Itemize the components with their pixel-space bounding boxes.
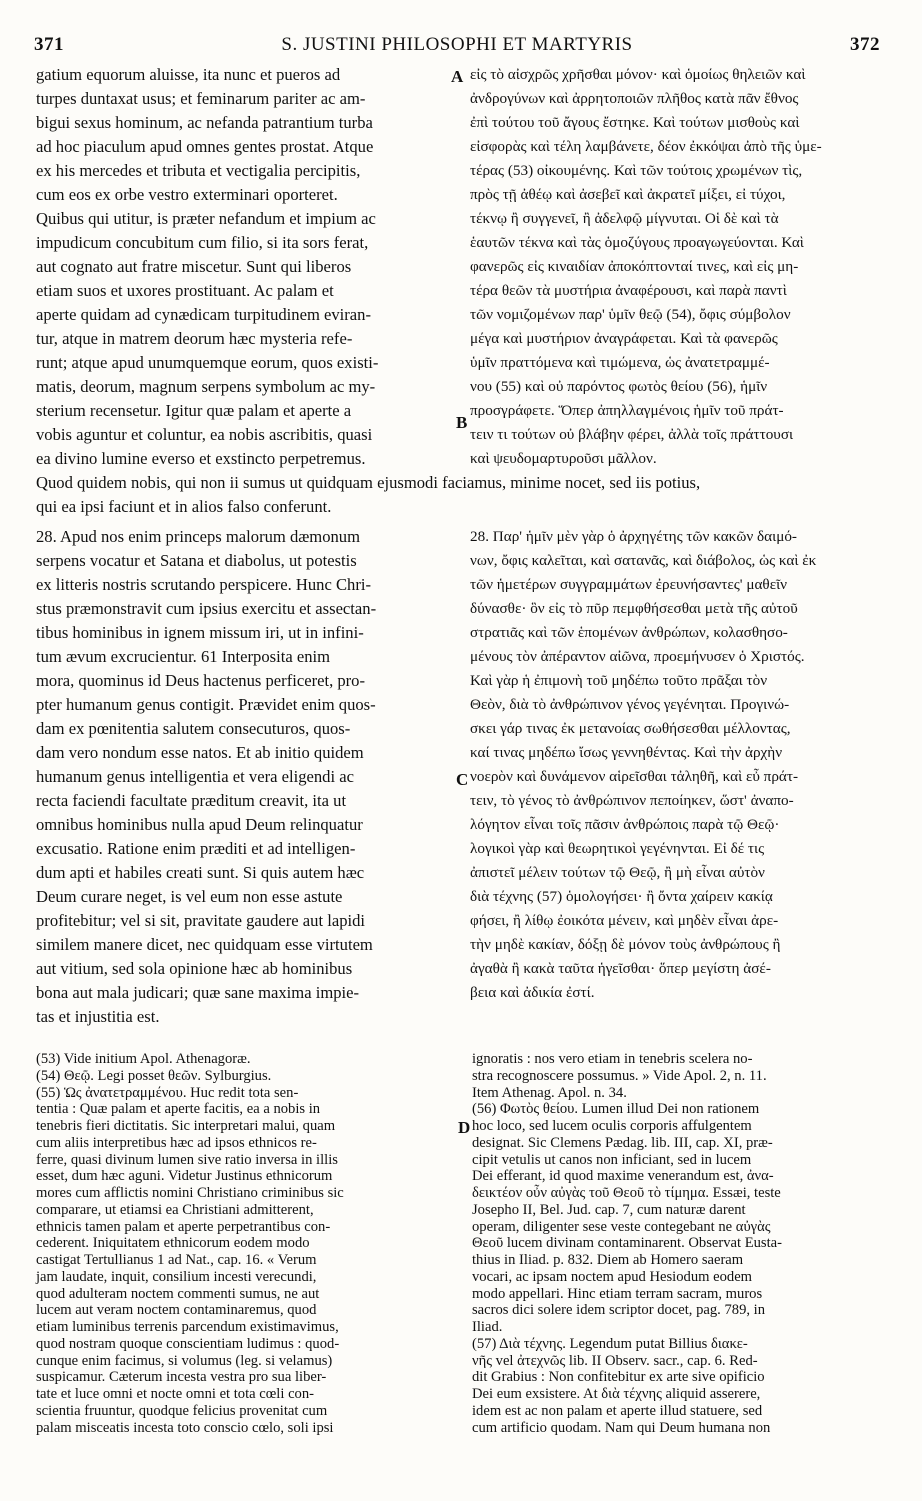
footnote-line: castigat Tertullianus 1 ad Nat., cap. 16. « Verum: [36, 1252, 317, 1268]
greek-line: τῶν ἡμετέρων συγγραμμάτων ἐρευνήσαντες' μαθεῖν: [470, 576, 788, 593]
running-title: S. JUSTINI PHILOSOPHI ET MARTYRIS: [281, 34, 633, 55]
latin-line: ea divino lumine everso et exstincto perpetremus.: [36, 449, 366, 468]
greek-line: τὴν μηδὲ κακίαν, δόξῃ δὲ μόνον τοὺς ἀνθρώπους ἢ: [470, 936, 781, 953]
footnote-line: tentia : Quæ palam et aperte facitis, ea a nobis in: [36, 1101, 321, 1118]
greek-line: ἐπὶ τούτου τοῦ ἄγους ἔστηκε. Καὶ τούτων μισθοὺς καὶ: [470, 114, 800, 131]
greek-line: διὰ τέχνης (57) ὁμολογήσει· ἢ ὄντα χαίρειν κακίᾳ: [470, 888, 773, 905]
latin-line: Quibus qui utitur, is præter nefandum et impium ac: [36, 209, 376, 228]
latin-line: profitebitur; vel si sit, pravitate gaudere aut lapidi: [36, 911, 366, 930]
latin-line: mora, quominus id Deus hactenus perficeret, pro-: [36, 671, 366, 690]
latin-column-top: [36, 63, 452, 471]
latin-line: dam ex pœnitentia salutem consecuturos, quos-: [36, 719, 351, 738]
latin-line: tur, atque in matrem deorum hæc mysteria refe-: [36, 329, 353, 348]
greek-line: τέρας (53) οἰκουμένης. Καὶ τῶν τούτοις χρωμένων τὶς,: [470, 162, 803, 179]
greek-line: νοερὸν καὶ δυνάμενον αἱρεῖσθαι τἀληθῆ, καὶ εὖ πράτ-: [470, 768, 799, 785]
footnote-line: sacros dici solere idem scriptor docet, pag. 789, in: [472, 1302, 766, 1319]
greek-line: νου (55) καὶ οὐ παρόντος φωτὸς θείου (56), ἡμῖν: [470, 378, 768, 395]
footnote-line: cunque enim facimus, si volumus (leg. si velamus): [36, 1352, 333, 1369]
latin-line: stus præmonstravit cum ipsius exercitu et assectan-: [36, 599, 377, 618]
footnote-line: Josepho II, Bel. Jud. cap. 7, cum naturæ darent: [472, 1201, 746, 1218]
footnote-line: (53) Vide initium Apol. Athenagoræ.: [36, 1051, 251, 1067]
footnote-line: Iliad.: [472, 1319, 503, 1335]
footnote-line: νῆς vel ἀτεχνῶς lib. II Observ. sacr., cap. 6. Red-: [472, 1352, 758, 1369]
latin-line: sterium recensetur. Igitur quæ palam et aperte a: [36, 401, 352, 420]
margin-marker-a: A: [451, 67, 464, 86]
greek-line: ἀνδρογύνων καὶ ἀρρητοποιῶν πλῆθος κατὰ πᾶν ἔθνος: [470, 90, 799, 107]
latin-line: aperte quidam ad cynædicam turpitudinem eviran-: [36, 305, 371, 324]
footnote-line: (55) Ὡς ἀνατετραμμένου. Huc redit tota sen-: [36, 1084, 299, 1101]
greek-line: μέγα καὶ μυστήριον ἀναγράφεται. Καὶ τὰ φανερῶς: [470, 330, 778, 347]
footnote-line: suspicamur. Cæterum incesta vestra pro sua liber-: [36, 1369, 327, 1386]
greek-line: Καὶ γὰρ ἡ ἐπιμονὴ τοῦ μηδέπω τοῦτο πρᾶξαι τὸν: [470, 672, 768, 689]
latin-line: recta faciendi facultate præditum creavit, ita ut: [36, 791, 347, 810]
footnote-line: esset, dum hæc aguni. Videtur Justinus ethnicorum: [36, 1168, 333, 1185]
footnote-line: vocari, ac ipsam noctem apud Hesiodum eodem: [472, 1268, 753, 1285]
footnote-line: cum artificio quodam. Nam qui Deum humana non: [472, 1419, 771, 1436]
greek-line: εἰσφορὰς καὶ τέλη λαμβάνετε, δέον ἐκκόψαι ἀπὸ τῆς ὑμε-: [470, 138, 822, 155]
footnote-line: tenebris fieri dictitatis. Sic interpretari malui, quam: [36, 1118, 336, 1134]
latin-line: cum eos ex orbe vestro exterminari oporteret.: [36, 185, 338, 204]
latin-line: tibus hominibus in ignem missum iri, ut in infini-: [36, 623, 364, 642]
footnote-line: quod nostram quoque conscientiam ludimus : quod-: [36, 1335, 340, 1352]
greek-line: Θεὸν, διὰ τὸ ἀνθρώπινον γένος γεγένηται. Προγινώ-: [470, 696, 790, 713]
greek-line: καί τινας μηδέπω ἴσως γεννηθέντας. Καὶ τὴν ἀρχὴν: [470, 744, 783, 761]
footnote-line: Dei eum exsistere. At διὰ τέχνης aliquid asserere,: [472, 1386, 761, 1402]
margin-marker-c: C: [456, 770, 469, 789]
greek-line: σκει γάρ τινας ἐκ μετανοίας σωθήσεσθαι μέλλοντας,: [470, 720, 791, 737]
greek-line: βεια καὶ ἀδικία ἐστί.: [470, 984, 595, 1001]
greek-line: τῶν νομιζομένων παρ' ὑμῖν θεῷ (54), ὄφις σύμβολον: [470, 306, 791, 323]
page-number-right: 372: [850, 34, 880, 55]
footnote-line: Θεοῦ lucem divinam contaminarent. Observat Eusta-: [472, 1235, 783, 1252]
footnote-line: modo appellari. Hinc etiam terram sacram, muros: [472, 1285, 763, 1302]
greek-line: λόγητον εἶναι τοῖς πᾶσιν ἀνθρώποις παρὰ τῷ Θεῷ·: [470, 816, 780, 833]
footnote-line: ignoratis : nos vero etiam in tenebris scelera no-: [472, 1051, 753, 1067]
greek-line: ἀγαθὰ ἢ κακὰ ταῦτα ἡγεῖσθαι· ὅπερ μεγίστη ἀσέ-: [470, 960, 771, 977]
footnote-line: tate et luce omni et nocte omni et tota cœli con-: [36, 1386, 314, 1402]
greek-line: φανερῶς εἰς κιναιδίαν ἀποκόπτονταί τινες, καὶ εἰς μη-: [470, 258, 799, 275]
latin-line: tas et injustitia est.: [36, 1007, 160, 1026]
greek-line: καὶ ψευδομαρτυροῦσι μᾶλλον.: [470, 450, 657, 467]
greek-line: μένους τὸν ἀπέραντον αἰῶνα, προεμήνυσεν ὁ Χριστός.: [470, 648, 805, 665]
footnotes-right: [472, 1051, 888, 1436]
footnote-line: etiam luminibus terrenis parcendum existimavimus,: [36, 1319, 339, 1335]
latin-line: ex litteris nostris scrutando perspicere. Hunc Chri-: [36, 575, 372, 594]
footnotes-left: [36, 1051, 452, 1436]
latin-line: serpens vocatur et Satana et diabolus, ut potestis: [36, 551, 357, 570]
greek-line: ἀπιστεῖ μέλειν τούτων τῷ Θεῷ, ἢ μὴ εἶναι αὐτὸν: [470, 864, 765, 881]
greek-column-chapter-28: [470, 525, 888, 1005]
margin-marker-b: B: [456, 413, 468, 432]
footnote-line: δεικτέον οὖν αὐγὰς τοῦ Θεοῦ τὸ τίμημα. Essæi, teste: [472, 1185, 781, 1201]
greek-line: λογικοὶ γὰρ καὶ θεωρητικοὶ γεγένηνται. Εἰ δέ τις: [470, 840, 765, 857]
latin-line: Deum curare neget, is vel eum non esse astute: [36, 887, 343, 906]
latin-line: tum ævum excrucientur. 61 Interposita enim: [36, 647, 331, 666]
text-line: Quod quidem nobis, qui non ii sumus ut quidquam ejusmodi faciamus, minime nocet, sed iis potius,: [36, 473, 701, 492]
latin-line: excusatio. Ratione enim præditi et ad intelligen-: [36, 839, 356, 858]
latin-line: bigui sexus hominum, ac nefanda patrantium turba: [36, 113, 373, 132]
greek-column-top: [470, 63, 888, 471]
latin-line: similem manere dicet, nec quidquam esse virtutem: [36, 935, 373, 954]
greek-line: δύνασθε· ὃν εἰς τὸ πῦρ πεμφθήσεσθαι μετὰ τῆς αὐτοῦ: [470, 600, 798, 617]
text-line: qui ea ipsi faciunt et in alios falso conferunt.: [36, 497, 332, 516]
latin-line: bona aut mala judicari; quæ sane maxima impie-: [36, 983, 360, 1002]
greek-line: νων, ὄφις καλεῖται, καὶ σατανᾶς, καὶ διάβολος, ὡς καὶ ἐκ: [470, 552, 817, 569]
footnote-line: cum aliis interpretibus hæc ad ipsos ethnicos re-: [36, 1134, 317, 1151]
latin-line: gatium equorum aluisse, ita nunc et pueros ad: [36, 65, 341, 84]
latin-line: ad hoc piaculum apud omnes gentes prostat. Atque: [36, 137, 374, 156]
footnote-line: mores cum afflictis nomini Christiano criminibus sic: [36, 1185, 344, 1201]
greek-line: προσγράφετε. Ὅπερ ἀπηλλαγμένοις ἡμῖν τοῦ πράτ-: [470, 402, 784, 419]
latin-line: impudicum concubitum cum filio, si ita sors ferat,: [36, 233, 369, 252]
latin-line: 28. Apud nos enim princeps malorum dæmonum: [36, 527, 361, 546]
latin-line: vobis aguntur et coluntur, ea nobis ascribitis, quasi: [36, 425, 373, 444]
greek-line: εἰς τὸ αἰσχρῶς χρῆσθαι μόνον· καὶ ὁμοίως θηλειῶν καὶ: [470, 66, 806, 83]
footnote-line: hoc loco, sed lucem oculis corporis affulgentem: [472, 1118, 752, 1134]
footnote-line: designat. Sic Clemens Pædag. lib. III, cap. XI, præ-: [472, 1134, 773, 1151]
footnote-line: jam laudate, inquit, consilium incesti verecundi,: [36, 1268, 317, 1285]
greek-line: φήσει, ἢ λίθῳ ἐοικότα μένειν, καὶ μηδὲν εἶναι ἀρε-: [470, 912, 779, 929]
footnote-line: dit Grabius : Non confitebitur ex arte sive opificio: [472, 1369, 765, 1386]
greek-line: ἑαυτῶν τέκνα καὶ τὰς ὁμοζύγους προαγωγεύονται. Καὶ: [470, 234, 804, 251]
footnote-line: (57) Διὰ τέχνης. Legendum putat Billius διακε-: [472, 1335, 748, 1352]
latin-line: runt; atque apud unumquemque eorum, quos existi-: [36, 353, 379, 372]
running-header: [34, 34, 880, 62]
footnote-line: comparare, ut etiamsi ea Christiani admitterent,: [36, 1201, 314, 1218]
full-width-text: [36, 471, 888, 519]
footnote-line: ferre, quasi divinum lumen sive ratio inversa in illis: [36, 1151, 338, 1168]
greek-line: πρὸς τῇ ἀθέῳ καὶ ἀσεβεῖ καὶ ἀκρατεῖ μίξει, εἰ τύχοι,: [470, 186, 786, 203]
footnote-line: thius in Iliad. p. 832. Diem ab Homero saeram: [472, 1252, 744, 1268]
latin-line: etiam suos et uxores prostituant. Ac palam et: [36, 281, 334, 300]
greek-line: τειν τι τούτων οὐ βλάβην φέρει, ἀλλὰ τοῖς πράττουσι: [470, 426, 794, 443]
greek-line: τέρα θεῶν τὰ μυστήρια ἀναφέρουσι, καὶ παρὰ παντὶ: [470, 282, 787, 299]
footnote-line: ethnicis tamen palam et aperte perpetrantibus con-: [36, 1218, 331, 1235]
greek-line: στρατιᾶς καὶ τῶν ἑπομένων ἀνθρώπων, κολασθησο-: [470, 624, 788, 641]
latin-line: ex his mercedes et tributa et vectigalia percipitis,: [36, 161, 361, 180]
footnote-line: lucem aut veram noctem contaminaremus, quod: [36, 1302, 317, 1319]
greek-line: τειν, τὸ γένος τὸ ἀνθρώπινον πεποίηκεν, ὥστ' ἀναπο-: [470, 792, 794, 809]
footnote-line: (56) Φωτὸς θείου. Lumen illud Dei non rationem: [472, 1101, 760, 1118]
latin-line: turpes duntaxat usus; et feminarum pariter ac am-: [36, 89, 366, 108]
greek-line: ὑμῖν πραττόμενα καὶ τιμώμενα, ὡς ἀνατετραμμέ-: [470, 354, 770, 371]
footnote-line: operam, diligenter sese veste contegebant ne αὐγὰς: [472, 1218, 771, 1235]
latin-line: aut cognato aut fratre miscetur. Sunt qui liberos: [36, 257, 352, 276]
latin-line: matis, deorum, magnum serpens symbolum ac my-: [36, 377, 376, 396]
latin-line: dum apti et habiles creati sunt. Si quis autem hæc: [36, 863, 365, 882]
latin-line: aut vitium, sed sola opinione hæc ab hominibus: [36, 959, 353, 978]
latin-line: dam vero nondum esse natos. Et ab initio quidem: [36, 743, 364, 762]
latin-line: pter humanum genus contigit. Prævidet enim quos-: [36, 695, 376, 714]
footnote-line: scientia fruuntur, quodque felicius provenitat cum: [36, 1402, 328, 1419]
greek-line: τέκνῳ ἢ συγγενεῖ, ἢ ἀδελφῷ μίγνυται. Οἱ δὲ καὶ τὰ: [470, 210, 779, 227]
latin-line: humanum genus intelligentia et vera eligendi ac: [36, 767, 354, 786]
footnote-line: (54) Θεῷ. Legi posset θεῶν. Sylburgius.: [36, 1067, 272, 1084]
greek-line: 28. Παρ' ἡμῖν μὲν γὰρ ὁ ἀρχηγέτης τῶν κακῶν δαιμό-: [470, 528, 797, 545]
footnote-line: Dei efferant, id quod maxime venerandum est, ἀνα-: [472, 1168, 774, 1185]
latin-column-chapter-28: [36, 525, 452, 1029]
footnote-line: Item Athenag. Apol. n. 34.: [472, 1084, 627, 1101]
footnote-line: idem est ac non palam et aperte illud statuere, sed: [472, 1402, 763, 1419]
margin-marker-d: D: [458, 1118, 471, 1137]
footnote-line: cederent. Iniquitatem ethnicorum eodem modo: [36, 1235, 310, 1252]
footnote-line: palam misceatis incesta toto conscio cœlo, soli ipsi: [36, 1419, 334, 1436]
footnote-line: stra recognoscere possumus. » Vide Apol. 2, n. 11.: [472, 1067, 767, 1084]
page-number-left: 371: [34, 34, 64, 55]
footnote-line: cipit vetulis ut canos non inficiant, sed in lucem: [472, 1151, 752, 1168]
latin-line: omnibus hominibus nulla apud Deum relinquatur: [36, 815, 363, 834]
footnote-line: quod adulteram noctem commenti sumus, ne aut: [36, 1285, 320, 1302]
